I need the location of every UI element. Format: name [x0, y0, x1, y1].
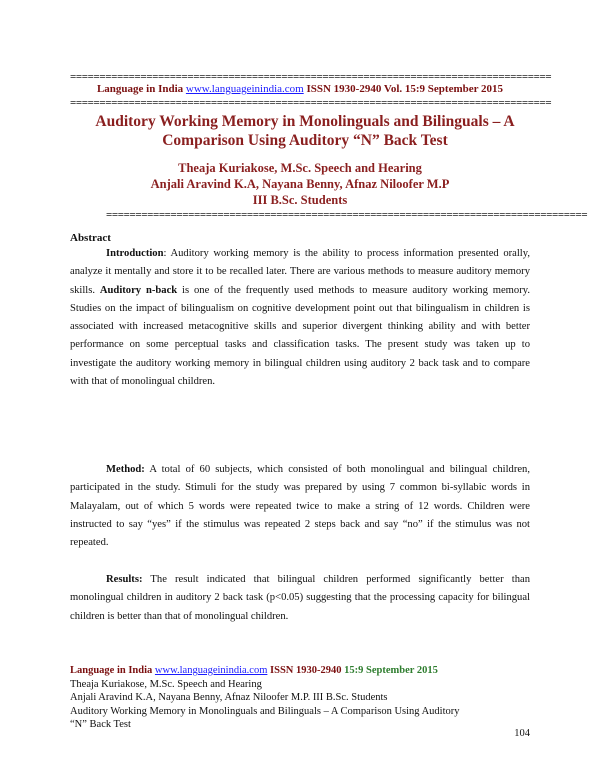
running-header [0, 83, 600, 95]
method-text: A total of 60 subjects, which consisted of both monolingual and bilingual children, participated in the study. Stimuli for the study was prepared by using 7 common bi-syllabic words in Malayalam, out of which 5 words were repeated twice to make a string of 12 words. Children were instructed to say “yes” if the stimulus was repeated 2 steps back and say “no” if the stimulus was not repeated. [70, 464, 530, 549]
intro-text-1: : Auditory working memory is the ability to process information presented orally, analyze it mentally and store it to be recalled later. There are various methods to measure auditory memory skills. [70, 248, 530, 296]
author-rule: ================================================================================== [106, 209, 588, 221]
intro-label: Introduction [106, 248, 164, 259]
volume: Vol. 15:9 September 2015 [383, 83, 504, 95]
footer-journal: Language in India [70, 665, 153, 676]
footer-journal-line [70, 664, 530, 678]
author-block [0, 160, 600, 208]
footer-link[interactable]: www.languageinindia.com [154, 665, 268, 676]
header-rule-top: ================================================================================== [70, 71, 552, 83]
header-rule-bottom: ================================================================================== [70, 97, 552, 109]
intro-bold-term: Auditory n-back [99, 284, 178, 296]
intro-paragraph [70, 245, 530, 391]
results-paragraph [70, 571, 530, 626]
author-line-1: Theaja Kuriakose, M.Sc. Speech and Hearing [178, 161, 422, 175]
intro-text-2: is one of the frequently used methods to measure auditory working memory. Studies on the impact of bilingualism on cognitive development point out that bilingualism in children is associated with increased metacognitive skills and superior divergent thinking ability and with better performance on some perceptual tasks and classification tasks. The present study was taken up to investigate the auditory working memory in bilingual children using auditory 2 back task and to compare with that of monolingual children. [70, 284, 530, 388]
footer-line-3: Anjali Aravind K.A, Nayana Benny, Afnaz Niloofer M.P. III B.Sc. Students [70, 692, 388, 704]
footer-issn: ISSN 1930-2940 [270, 665, 342, 676]
page-footer [70, 664, 530, 732]
author-line-2: Anjali Aravind K.A, Nayana Benny, Afnaz Niloofer M.P [150, 177, 450, 191]
footer-line-4: Auditory Working Memory in Monolinguals and Bilinguals – A Comparison Using Auditory [70, 705, 460, 717]
paper-title [60, 112, 550, 150]
footer-line-5: “N” Back Test [70, 719, 131, 731]
issn: ISSN 1930-2940 [306, 83, 382, 95]
journal-link[interactable]: www.languageinindia.com [185, 83, 304, 95]
footer-line-2: Theaja Kuriakose, M.Sc. Speech and Hearing [70, 678, 262, 690]
journal-name: Language in India [96, 83, 184, 95]
abstract-heading: Abstract [70, 232, 111, 244]
method-label: Method: [106, 464, 145, 475]
method-paragraph [70, 461, 530, 552]
footer-date: 15:9 September 2015 [344, 665, 438, 676]
title-line-2: Comparison Using Auditory “N” Back Test [162, 132, 448, 149]
title-line-1: Auditory Working Memory in Monolinguals and Bilinguals – A [95, 113, 515, 130]
results-label: Results: [106, 574, 143, 585]
results-text: The result indicated that bilingual children performed significantly better than monolingual children in auditory 2 back task (p<0.05) suggesting that the processing capacity for bilingual children is better than that of monolingual children. [70, 574, 530, 622]
page-number: 104 [514, 728, 530, 739]
author-line-3: III B.Sc. Students [252, 193, 348, 207]
